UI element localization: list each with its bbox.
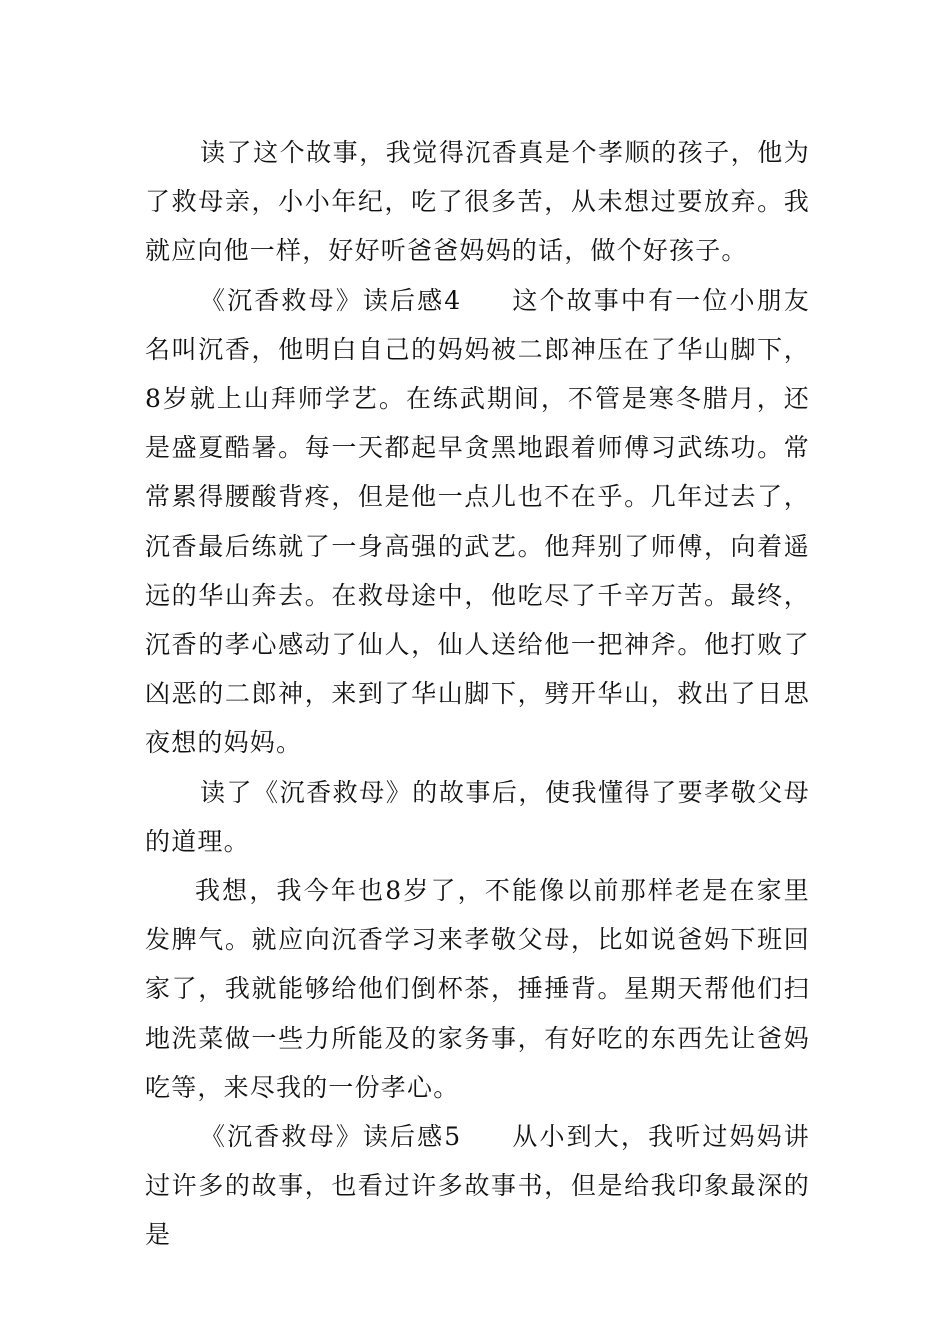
paragraph-text: 从小到大，我听过妈妈讲过许多的故事，也看过许多故事书，但是给我印象最深的是 bbox=[145, 1122, 810, 1250]
paragraph-essay-4 bbox=[145, 276, 810, 768]
paragraph-lesson bbox=[145, 768, 810, 866]
essay-heading-5: 《沉香救母》读后感5 bbox=[200, 1122, 462, 1152]
paragraph-text: 读了这个故事，我觉得沉香真是个孝顺的孩子，他为了救母亲，小小年纪，吃了很多苦，从未想过要放弃。我就应向他一样，好好听爸爸妈妈的话，做个好孩子。 bbox=[145, 138, 810, 266]
paragraph-text: 这个故事中有一位小朋友名叫沉香，他明白自己的妈妈被二郎神压在了华山脚下，8岁就上山拜师学艺。在练武期间，不管是寒冬腊月，还是盛夏酷暑。每一天都起早贪黑地跟着师傅习武练功。常常累得腰酸背疼，但是他一点儿也不在乎。几年过去了，沉香最后练就了一身高强的武艺。他拜别了师傅，向着遥远的华山奔去。在救母途中，他吃尽了千辛万苦。最终，沉香的孝心感动了仙人，仙人送给他一把神斧。他打败了凶恶的二郎神，来到了华山脚下，劈开华山，救出了日思夜想的妈妈。 bbox=[145, 285, 810, 758]
essay-body bbox=[145, 128, 810, 1260]
paragraph-reflection-intro bbox=[145, 128, 810, 276]
paragraph-plan bbox=[145, 866, 810, 1112]
paragraph-text: 我想，我今年也8岁了，不能像以前那样老是在家里发脾气。就应向沉香学习来孝敬父母，比如说爸妈下班回家了，我就能够给他们倒杯茶，捶捶背。星期天帮他们扫地洗菜做一些力所能及的家务事，有好吃的东西先让爸妈吃等，来尽我的一份孝心。 bbox=[145, 876, 810, 1102]
paragraph-text: 读了《沉香救母》的故事后，使我懂得了要孝敬父母的道理。 bbox=[145, 777, 810, 856]
paragraph-essay-5 bbox=[145, 1112, 810, 1260]
essay-heading-4: 《沉香救母》读后感4 bbox=[200, 285, 462, 315]
